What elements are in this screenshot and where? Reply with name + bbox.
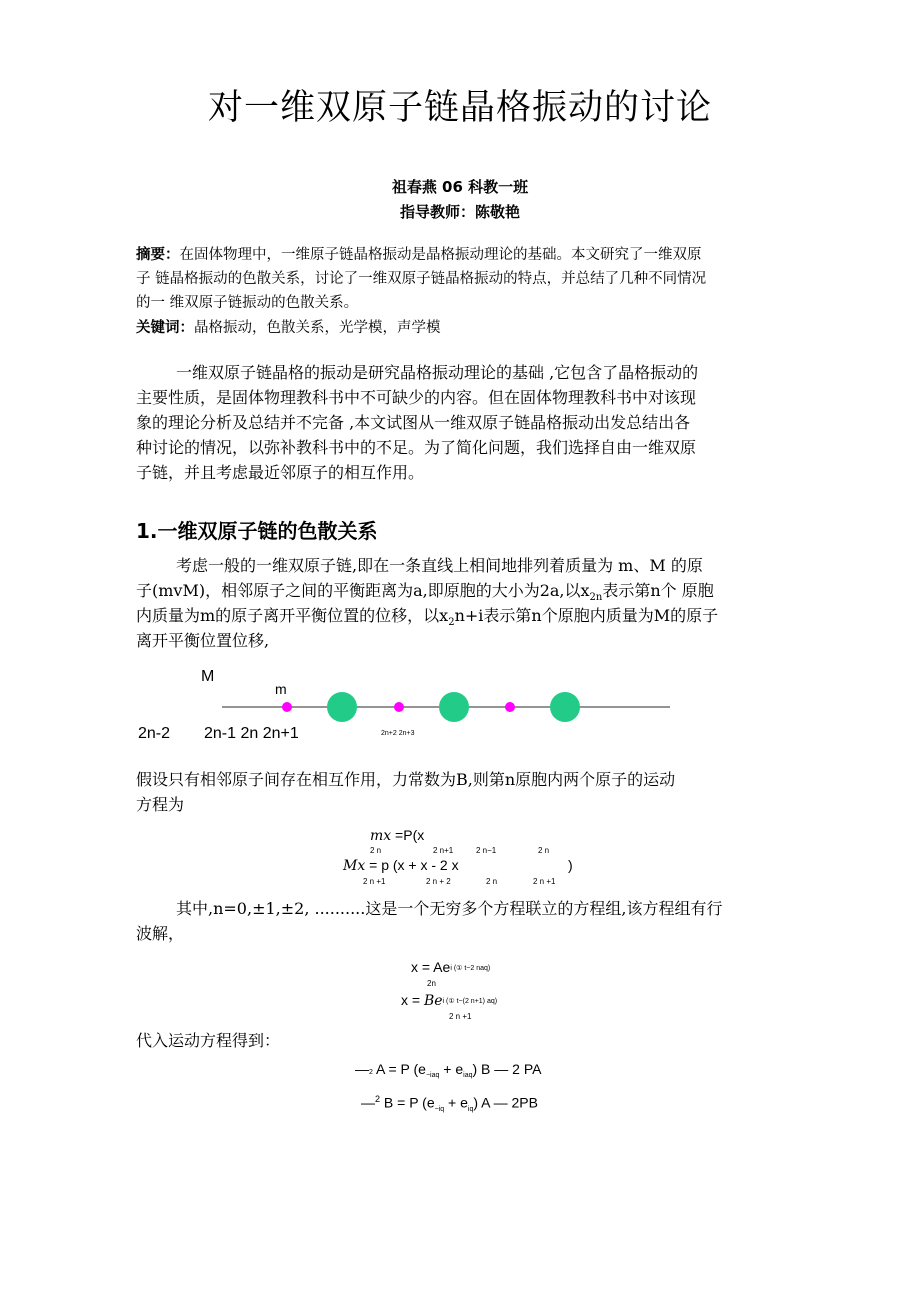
- eq3-l2d: ) A — 2PB: [473, 1094, 538, 1111]
- abstract-label: 摘要：: [136, 246, 180, 263]
- section1-line-1: 考虑一般的一维双原子链,即在一条直线上相间地排列着质量为 m、M 的原: [176, 556, 703, 575]
- large-atom: [550, 692, 580, 722]
- chain-figure: [220, 685, 680, 730]
- eq3-l2-sup: 2: [375, 1094, 381, 1104]
- eq2-line-1: [411, 959, 490, 975]
- eq1-sub2-a: 2 n +1: [363, 877, 386, 886]
- figure-label-m: m: [275, 681, 287, 697]
- eq2-l1-sup: i (① t−2 naq): [450, 965, 491, 972]
- advisor-line: 指导教师：陈敬艳: [399, 203, 520, 221]
- intro-line-2: 主要性质，是固体物理教科书中不可缺少的内容。但在固体物理教科书中对该现: [136, 388, 697, 407]
- small-atom: [505, 702, 515, 712]
- figure-label-group: 2n-1 2n 2n+1: [204, 725, 299, 742]
- eq1-sub2-d: 2 n +1: [533, 877, 556, 886]
- eq3-l1-sup: 2: [369, 1069, 373, 1076]
- section1-sub-2n: 2n: [589, 592, 603, 604]
- eq1-line-2: [343, 857, 459, 874]
- section1-line-2a: 子(mvM)，相邻原子之间的平衡距离为a,即原胞的大小为2a,以x: [136, 581, 590, 600]
- eq2-l2a: x =: [401, 992, 424, 1008]
- where-line-1: 其中,n=0,±1,±2, ..........这是一个无穷多个方程联立的方程组,该方程组有行: [176, 899, 723, 918]
- eq3-l2c: + e: [444, 1094, 468, 1111]
- eq3-l1c: + e: [439, 1061, 464, 1077]
- eq1-Mx: Mx: [343, 858, 366, 874]
- substitute-line: 代入运动方程得到：: [136, 1031, 281, 1050]
- page-title: 对一维双原子链晶格振动的讨论: [207, 88, 712, 128]
- eq1-line-1: [370, 827, 424, 844]
- intro-line-5: 子链，并且考虑最近邻原子的相互作用。: [136, 463, 425, 482]
- eq3-l2b: B = P (e: [380, 1094, 435, 1111]
- assume-line-1: 假设只有相邻原子间存在相互作用，力常数为B,则第n原胞内两个原子的运动: [136, 770, 676, 789]
- eq1-sub2-c: 2 n: [486, 877, 498, 886]
- eq1-main-rest: = p (x + x - 2 x: [365, 857, 459, 873]
- eq1-sub2-b: 2 n + 2: [426, 877, 451, 886]
- abstract-line-3: 的一 维双原子链振动的色散关系。: [136, 295, 359, 311]
- eq1-sub1-a: 2 n: [370, 846, 382, 855]
- keywords-line: [136, 316, 441, 340]
- eq3-l1b: A = P (e: [372, 1061, 426, 1077]
- eq2-l1: x = Ae: [411, 959, 451, 975]
- small-atom: [282, 702, 292, 712]
- eq2-l2b: Be: [423, 993, 443, 1009]
- eq2-l2-sup: i (① t−(2 n+1) aq): [442, 998, 498, 1005]
- section1-line-2b: 表示第n个 原胞: [602, 581, 714, 600]
- eq2-l2-sub: 2 n +1: [449, 1012, 472, 1021]
- abstract-text-1: 在固体物理中，一维原子链晶格振动是晶格振动理论的基础。本文研究了一维双原: [179, 247, 702, 263]
- eq3-l1-s2: iaq: [463, 1072, 473, 1079]
- section1-line-4: 离开平衡位置位移,: [136, 631, 270, 650]
- figure-label-M: M: [201, 668, 215, 685]
- eq2-l1-sub: 2n: [427, 979, 436, 988]
- author-line: 祖春燕 06 科教一班: [391, 178, 529, 196]
- section1-line-3b: n+i表示第n个原胞内质量为M的原子: [454, 606, 719, 625]
- abstract-line-1: [136, 243, 702, 267]
- eq3-l2-s1: −iq: [434, 1105, 445, 1113]
- intro-line-4: 种讨论的情况，以弥补教科书中的不足。为了简化问题，我们选择自由一维双原: [136, 438, 697, 457]
- large-atom: [327, 692, 357, 722]
- section1-sub-2: 2: [448, 617, 455, 629]
- abstract-line-2: 子 链晶格振动的色散关系，讨论了一维双原子链晶格振动的特点，并总结了几种不同情况: [136, 271, 707, 287]
- eq3-l1d: ) B — 2 PA: [472, 1061, 542, 1077]
- eq3-l2-s2: iq: [467, 1105, 474, 1113]
- eq1-sub1-d: 2 n: [538, 846, 550, 855]
- small-atom: [394, 702, 404, 712]
- eq1-sub1-c: 2 n−1: [476, 846, 497, 855]
- intro-line-1: 一维双原子链晶格的振动是研究晶格振动理论的基础 ,它包含了晶格振动的: [176, 363, 699, 382]
- eq3-l1a: —: [355, 1061, 369, 1077]
- figure-label-small: 2n+2 2n+3: [381, 730, 415, 737]
- eq3-l1-s1: −iaq: [425, 1072, 440, 1079]
- where-line-2: 波解，: [136, 924, 185, 943]
- keywords-text: 晶格振动，色散关系，光学模，声学模: [194, 320, 441, 336]
- eq1-mx: mx: [370, 828, 392, 844]
- eq1-sub1-b: 2 n+1: [433, 846, 454, 855]
- assume-line-2: 方程为: [136, 795, 185, 814]
- intro-line-3: 象的理论分析及总结并不完备 ,本文试图从一维双原子链晶格振动出发总结出各: [136, 413, 691, 432]
- keywords-label: 关键词：: [136, 319, 194, 336]
- eq3-line-1: [355, 1061, 541, 1077]
- eq1-top-rest: =P(x: [391, 827, 425, 843]
- section1-line-3a: 内质量为m的原子离开平衡位置的位移，以x: [136, 606, 449, 625]
- large-atom: [439, 692, 469, 722]
- section-heading: 1.一维双原子链的色散关系: [136, 519, 378, 543]
- eq3-line-2: [361, 1094, 538, 1111]
- figure-label-2n-2: 2n-2: [138, 725, 171, 742]
- eq2-line-2: [401, 992, 497, 1009]
- eq3-l2a: —: [361, 1094, 375, 1111]
- eq1-close: ): [568, 857, 573, 873]
